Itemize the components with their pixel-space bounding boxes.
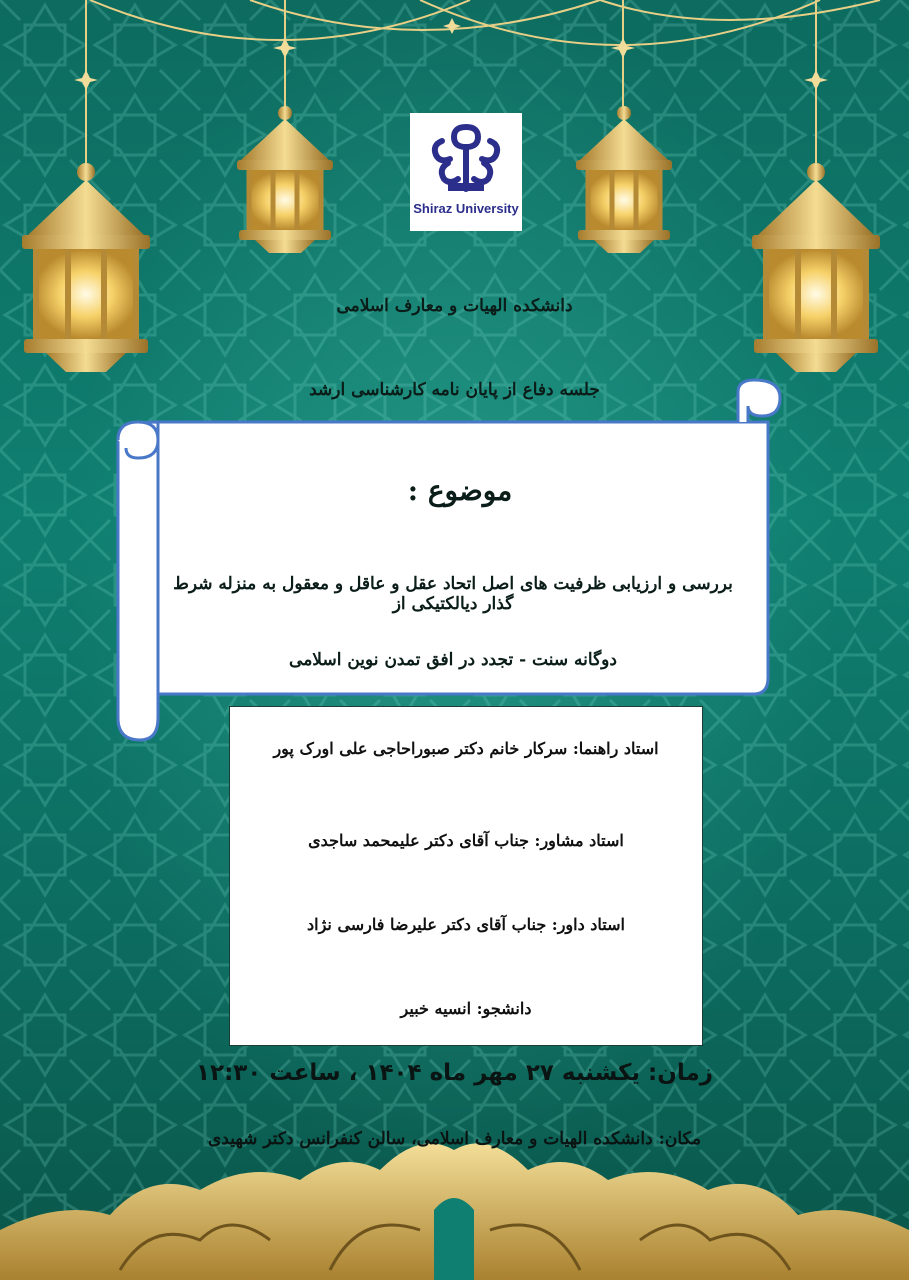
university-logo	[410, 113, 522, 231]
lantern-icon	[16, 160, 156, 375]
examiner-line: استاد داور: جناب آقای دکتر علیرضا فارسی نژاد	[307, 915, 625, 934]
topic-line-2: دوگانه سنت - تجدد در افق تمدن نوین اسلامی	[289, 650, 617, 670]
advisor-line: استاد مشاور: جناب آقای دکتر علیمحمد ساجدی	[308, 831, 624, 850]
student-line: دانشجو: انسیه خبیر	[400, 999, 532, 1018]
logo-text: Shiraz University	[413, 201, 519, 216]
lantern-icon	[233, 105, 337, 255]
scroll-frame	[108, 378, 784, 744]
lantern-icon	[572, 105, 676, 255]
topic-line-1: بررسی و ارزیابی ظرفیت های اصل اتحاد عقل و عاقل و معقول به منزله شرط گذار دیالکتیکی از	[173, 574, 733, 614]
event-time: زمان: یکشنبه ۲۷ مهر ماه ۱۴۰۴ ، ساعت ۱۲:۳۰	[196, 1060, 713, 1086]
topic-heading: موضوع :	[407, 474, 513, 507]
lantern-icon	[746, 160, 886, 375]
event-place: مکان: دانشکده الهیات و معارف اسلامی، سالن کنفرانس دکتر شهیدی	[207, 1129, 702, 1149]
committee-box	[229, 706, 703, 1046]
shiraz-university-seal-icon	[428, 119, 504, 199]
faculty-name: دانشکده الهیات و معارف اسلامی	[336, 296, 573, 316]
supervisor-line: استاد راهنما: سرکار خانم دکتر صبوراحاجی علی اورک پور	[273, 739, 659, 758]
session-title: جلسه دفاع از پایان نامه کارشناسی ارشد	[309, 380, 600, 400]
